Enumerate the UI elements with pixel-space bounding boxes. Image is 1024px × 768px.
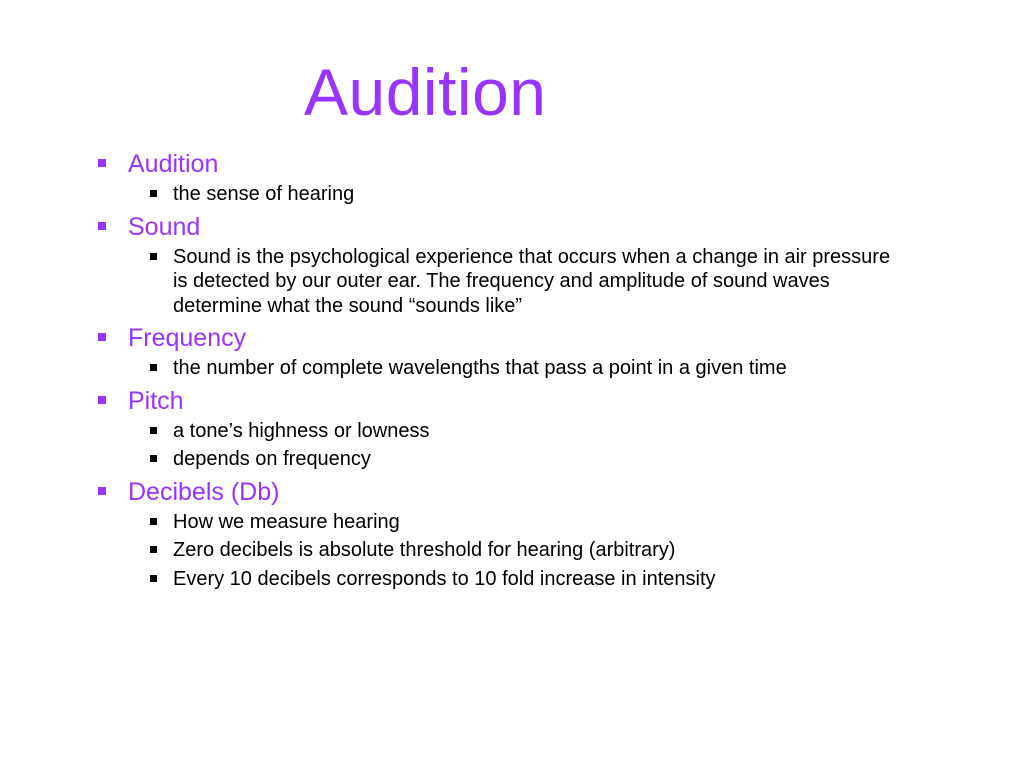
square-bullet-icon [150,455,157,462]
bullet-point [96,245,893,319]
section-heading [96,148,896,180]
section-heading [96,385,896,417]
bullet-point [96,538,893,563]
bullet-point-text: a tone’s highness or lowness [173,419,430,442]
slide-title: Audition [304,55,547,129]
section-heading [96,476,896,508]
bullet-point [96,356,893,381]
square-bullet-icon [98,159,106,167]
bullet-point [96,447,893,472]
bullet-point-text: depends on frequency [173,448,371,470]
bullet-point-text: Zero decibels is absolute threshold for hearing (arbitrary) [173,539,676,561]
section-heading-text: Audition [128,150,219,178]
bullet-point [96,510,893,535]
section-points [96,356,896,381]
section-points [96,182,896,207]
section-points [96,245,896,319]
section-heading-text: Sound [128,212,201,241]
square-bullet-icon [150,518,157,525]
bullet-point-text: How we measure hearing [173,510,400,533]
bullet-point [96,419,893,444]
square-bullet-icon [150,575,157,582]
square-bullet-icon [98,396,106,404]
square-bullet-icon [150,427,157,434]
bullet-point-text: Sound is the psychological experience that occurs when a change in air pressure is detected by our outer ear. The frequency and amplitude of sound waves determine what the sound “sounds like” [173,245,891,317]
square-bullet-icon [150,253,157,260]
square-bullet-icon [98,487,106,495]
section-heading [96,211,896,243]
square-bullet-icon [150,364,157,371]
section-heading-text: Decibels (Db) [128,477,280,506]
square-bullet-icon [98,222,106,230]
slide-content [96,146,896,595]
square-bullet-icon [98,333,106,341]
section-points [96,510,896,592]
bullet-point-text: the number of complete wavelengths that pass a point in a given time [173,357,787,379]
square-bullet-icon [150,546,157,553]
section-heading-text: Pitch [128,386,184,415]
bullet-point [96,567,893,592]
bullet-point-text: the sense of hearing [173,183,355,205]
section-heading-text: Frequency [128,324,247,352]
bullet-point-text: Every 10 decibels corresponds to 10 fold increase in intensity [173,567,716,590]
section-heading [96,322,896,354]
bullet-point [96,182,893,207]
section-points [96,419,896,472]
square-bullet-icon [150,190,157,197]
